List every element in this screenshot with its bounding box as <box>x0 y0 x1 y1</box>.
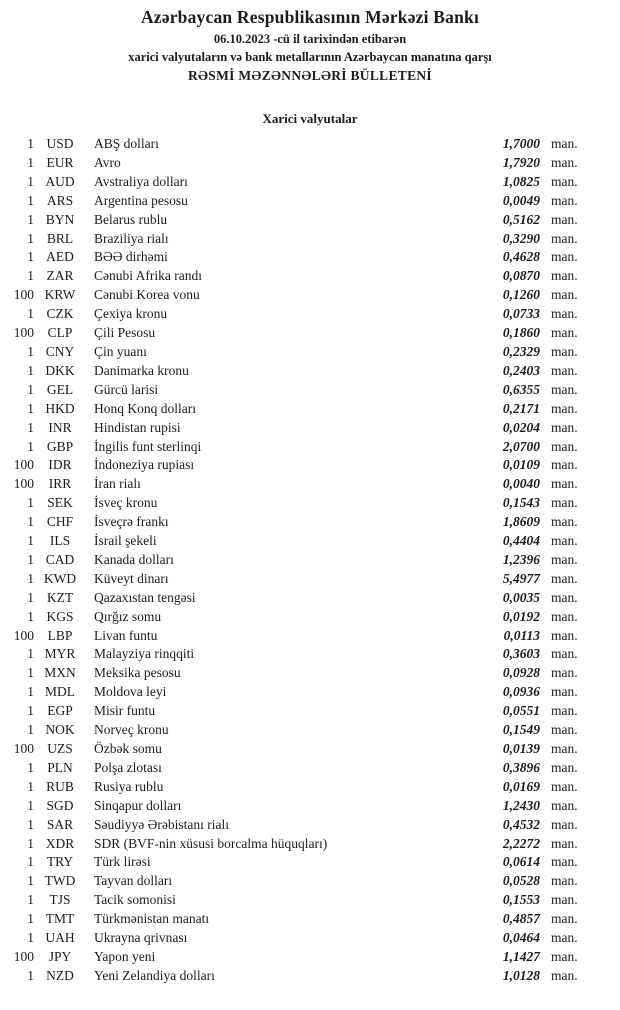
currency-code: LBP <box>47 627 73 643</box>
currency-name: Özbək somu <box>94 741 162 756</box>
currency-code: ILS <box>49 533 71 549</box>
currency-row <box>13 381 586 400</box>
currency-quantity: 1 <box>27 533 34 549</box>
currency-rate: 0,1860 <box>502 325 540 341</box>
currency-quantity: 100 <box>13 741 34 756</box>
currency-row <box>13 211 586 230</box>
currency-rate: 0,1260 <box>502 287 540 303</box>
currency-rate: 1,7920 <box>502 154 540 170</box>
currency-row <box>13 778 586 797</box>
currency-rate: 0,0614 <box>502 854 540 870</box>
currency-unit-label: man. <box>551 608 578 624</box>
currency-name: Çexiya kronu <box>94 306 168 322</box>
currency-rate: 0,0551 <box>502 703 540 719</box>
currency-row <box>13 173 586 192</box>
currency-code: GEL <box>46 381 74 397</box>
currency-name: Moldova leyi <box>94 684 167 700</box>
currency-quantity: 100 <box>13 476 34 492</box>
currency-code: KWD <box>43 570 77 586</box>
currency-rate: 0,6355 <box>502 381 540 397</box>
currency-rate: 0,2329 <box>502 343 540 359</box>
currency-name: Türk lirəsi <box>94 854 151 870</box>
currency-unit-label: man. <box>551 741 578 756</box>
currency-code: TJS <box>49 892 71 908</box>
currency-row <box>13 872 586 891</box>
currency-row <box>13 551 586 570</box>
currency-quantity: 1 <box>27 173 34 189</box>
currency-rate: 0,0040 <box>502 476 540 492</box>
currency-name: Çin yuanı <box>94 343 147 359</box>
currency-quantity: 1 <box>27 268 34 284</box>
currency-unit-label: man. <box>551 816 578 832</box>
currency-row <box>13 853 586 872</box>
currency-code: ZAR <box>46 268 74 284</box>
currency-rate: 0,4404 <box>502 533 540 549</box>
currency-quantity: 1 <box>27 589 34 605</box>
currency-code: SEK <box>47 495 73 511</box>
currency-row <box>13 362 586 381</box>
currency-quantity: 1 <box>27 911 34 927</box>
currency-rate: 0,2171 <box>502 400 540 416</box>
currency-code: CAD <box>45 551 75 567</box>
currency-unit-label: man. <box>551 892 578 908</box>
currency-code: PLN <box>47 759 73 775</box>
currency-name: Meksika pesosu <box>94 665 181 681</box>
currency-row <box>13 702 586 721</box>
currency-name: İsrail şekeli <box>94 533 157 549</box>
currency-unit-label: man. <box>551 514 578 530</box>
currency-rate: 0,0109 <box>502 457 540 473</box>
currency-row <box>13 683 586 702</box>
currency-name: İsveçrə frankı <box>94 514 169 530</box>
currency-unit-label: man. <box>551 551 578 567</box>
currency-code: IDR <box>48 457 72 473</box>
currency-unit-label: man. <box>551 722 578 738</box>
currency-code: TWD <box>44 873 76 889</box>
currency-rate: 0,0936 <box>502 684 540 700</box>
currency-unit-label: man. <box>551 570 578 586</box>
currency-name: Honq Konq dolları <box>94 400 196 416</box>
currency-quantity: 1 <box>27 873 34 889</box>
currency-quantity: 1 <box>27 230 34 246</box>
currency-quantity: 1 <box>27 835 34 851</box>
bulletin-subtitle: xarici valyutaların və bank metallarının Azərbaycan manatına qarşı <box>128 50 492 64</box>
currency-quantity: 1 <box>27 362 34 378</box>
currency-unit-label: man. <box>551 476 578 492</box>
currency-quantity: 1 <box>27 759 34 775</box>
currency-rate: 0,0169 <box>502 778 540 794</box>
currency-name: Malayziya rinqqiti <box>94 646 195 662</box>
currency-row <box>13 797 586 816</box>
currency-name: Livan funtu <box>94 627 158 643</box>
currency-quantity: 1 <box>27 608 34 624</box>
currency-rate: 1,1427 <box>502 948 540 964</box>
currency-unit-label: man. <box>551 646 578 662</box>
currency-code: CNY <box>45 343 75 359</box>
currency-code: BRL <box>46 230 74 246</box>
currency-name: BƏƏ dirhəmi <box>94 249 168 265</box>
currency-unit-label: man. <box>551 381 578 397</box>
currency-name: Polşa zlotası <box>94 759 162 775</box>
currency-code: KGS <box>46 608 74 624</box>
currency-name: Ukrayna qrivnası <box>94 930 188 946</box>
currency-row <box>13 608 586 627</box>
currency-name: Cənubi Korea vonu <box>94 287 200 303</box>
currency-unit-label: man. <box>551 306 578 322</box>
currency-code: JPY <box>48 948 72 964</box>
currency-rate: 0,3603 <box>502 646 540 662</box>
currency-row <box>13 135 586 154</box>
currency-quantity: 1 <box>27 930 34 946</box>
currency-name: Hindistan rupisi <box>94 419 181 435</box>
currency-code: DKK <box>45 362 75 378</box>
currency-rate: 1,7000 <box>502 136 540 151</box>
currency-row <box>13 910 586 929</box>
currency-rate: 0,0035 <box>502 589 540 605</box>
currency-row <box>13 835 586 854</box>
currency-unit-label: man. <box>551 249 578 265</box>
currency-quantity: 1 <box>27 646 34 662</box>
currency-name: Danimarka kronu <box>94 362 189 378</box>
currency-quantity: 1 <box>27 514 34 530</box>
currency-rate: 2,2272 <box>502 835 540 851</box>
currency-code: KRW <box>44 287 76 303</box>
currency-quantity: 1 <box>27 343 34 359</box>
currency-rate: 0,3896 <box>502 759 540 775</box>
currency-name: Çili Pesosu <box>94 325 156 341</box>
currency-rate: 0,2403 <box>502 362 540 378</box>
currency-rate: 1,0825 <box>502 173 540 189</box>
currency-unit-label: man. <box>551 703 578 719</box>
currency-row <box>13 286 586 305</box>
currency-unit-label: man. <box>551 873 578 889</box>
currency-rate: 0,3290 <box>502 230 540 246</box>
currency-unit-label: man. <box>551 438 578 454</box>
currency-rate: 0,0204 <box>502 419 540 435</box>
currency-row <box>13 324 586 343</box>
currency-code: BYN <box>45 211 75 227</box>
currency-code: UAH <box>45 930 75 946</box>
currency-row <box>13 759 586 778</box>
currency-quantity: 1 <box>27 778 34 794</box>
currency-quantity: 1 <box>27 419 34 435</box>
currency-unit-label: man. <box>551 835 578 851</box>
currency-quantity: 1 <box>27 400 34 416</box>
currency-code: MXN <box>44 665 76 681</box>
currency-code: AED <box>46 249 74 265</box>
currency-rate: 1,2396 <box>502 551 540 567</box>
currency-rate: 0,0870 <box>502 268 540 284</box>
bulletin-header <box>0 0 620 84</box>
currency-code: EGP <box>47 703 73 719</box>
currency-unit-label: man. <box>551 325 578 341</box>
currency-code: HKD <box>45 400 75 416</box>
currency-rate: 1,2430 <box>502 797 540 813</box>
currency-code: RUB <box>46 778 74 794</box>
currency-code: XDR <box>45 835 75 851</box>
currency-code: KZT <box>46 589 74 605</box>
currency-row <box>13 419 586 438</box>
currency-code: NZD <box>46 967 74 983</box>
currency-unit-label: man. <box>551 211 578 227</box>
currency-rate: 0,4628 <box>502 249 540 265</box>
currency-unit-label: man. <box>551 533 578 549</box>
currency-quantity: 100 <box>13 457 34 473</box>
currency-row <box>13 305 586 324</box>
currency-unit-label: man. <box>551 854 578 870</box>
currency-row <box>13 267 586 286</box>
currency-row <box>13 891 586 910</box>
currency-unit-label: man. <box>551 457 578 473</box>
currency-name: Braziliya rialı <box>94 230 169 246</box>
currency-row <box>13 929 586 948</box>
section-title-foreign-currencies: Xarici valyutalar <box>262 111 358 126</box>
currency-row <box>13 343 586 362</box>
currency-unit-label: man. <box>551 911 578 927</box>
currency-row <box>13 740 586 759</box>
currency-row <box>13 570 586 589</box>
currency-quantity: 100 <box>13 287 34 303</box>
currency-unit-label: man. <box>551 627 578 643</box>
currency-row <box>13 248 586 267</box>
currency-row <box>13 532 586 551</box>
currency-code: USD <box>46 136 74 151</box>
currency-quantity: 1 <box>27 211 34 227</box>
currency-unit-label: man. <box>551 778 578 794</box>
currency-code: CZK <box>46 306 74 322</box>
currency-name: Norveç kronu <box>94 722 169 738</box>
currency-quantity: 1 <box>27 154 34 170</box>
currency-unit-label: man. <box>551 154 578 170</box>
currency-quantity: 1 <box>27 703 34 719</box>
currency-name: Yapon yeni <box>94 948 156 964</box>
currency-code: GBP <box>46 438 74 454</box>
currency-name: Yeni Zelandiya dolları <box>94 967 215 983</box>
bulletin-title: RƏSMİ MƏZƏNNƏLƏRİ BÜLLETENİ <box>187 68 432 83</box>
currency-row <box>13 721 586 740</box>
currency-rate: 5,4977 <box>502 570 540 586</box>
currency-quantity: 1 <box>27 136 34 151</box>
currency-name: Rusiya rublu <box>94 778 164 794</box>
currency-unit-label: man. <box>551 192 578 208</box>
currency-row <box>13 192 586 211</box>
currency-name: Tacik somonisi <box>94 892 176 908</box>
bank-name-title: Azərbaycan Respublikasının Mərkəzi Bankı <box>140 7 480 27</box>
currency-rate: 1,0128 <box>502 967 540 983</box>
currency-quantity: 1 <box>27 249 34 265</box>
currency-name: Küveyt dinarı <box>94 570 169 586</box>
currency-unit-label: man. <box>551 362 578 378</box>
currency-rate: 0,1553 <box>502 892 540 908</box>
currency-name: Belarus rublu <box>94 211 168 227</box>
currency-rate: 0,4532 <box>502 816 540 832</box>
currency-quantity: 1 <box>27 797 34 813</box>
currency-quantity: 100 <box>13 627 34 643</box>
currency-row <box>13 230 586 249</box>
currency-name: Türkmənistan manatı <box>94 911 210 927</box>
currency-code: TRY <box>46 854 74 870</box>
currency-quantity: 1 <box>27 306 34 322</box>
currency-name: Qazaxıstan tengəsi <box>94 589 196 605</box>
currency-quantity: 1 <box>27 892 34 908</box>
currency-name: Avro <box>94 154 121 170</box>
currency-quantity: 1 <box>27 665 34 681</box>
currency-row <box>13 589 586 608</box>
currency-unit-label: man. <box>551 759 578 775</box>
currency-name: İngilis funt sterlinqi <box>94 438 202 454</box>
effective-date-line: 06.10.2023 -cü il tarixindən etibarən <box>213 32 407 46</box>
currency-unit-label: man. <box>551 665 578 681</box>
currency-rate: 0,1549 <box>502 722 540 738</box>
currency-name: SDR (BVF-nin xüsusi borcalma hüquqları) <box>94 835 328 851</box>
currency-unit-label: man. <box>551 948 578 964</box>
currency-quantity: 1 <box>27 570 34 586</box>
currency-name: İsveç kronu <box>94 495 158 511</box>
currency-quantity: 100 <box>13 325 34 341</box>
currency-unit-label: man. <box>551 797 578 813</box>
currency-row <box>13 948 586 967</box>
currency-unit-label: man. <box>551 268 578 284</box>
currency-row <box>13 400 586 419</box>
currency-code: SGD <box>46 797 74 813</box>
currency-unit-label: man. <box>551 136 578 151</box>
currency-quantity: 1 <box>27 967 34 983</box>
currency-quantity: 1 <box>27 495 34 511</box>
currency-quantity: 1 <box>27 816 34 832</box>
currency-row <box>13 494 586 513</box>
currency-unit-label: man. <box>551 967 578 983</box>
currency-unit-label: man. <box>551 930 578 946</box>
currency-code: ARS <box>46 192 74 208</box>
currency-row <box>13 456 586 475</box>
currency-name: Gürcü larisi <box>94 381 159 397</box>
currency-rate: 0,4857 <box>502 911 540 927</box>
currency-name: Avstraliya dolları <box>94 173 188 189</box>
currency-unit-label: man. <box>551 684 578 700</box>
currency-row <box>13 816 586 835</box>
currency-name: Qırğız somu <box>94 608 162 624</box>
currency-name: ABŞ dolları <box>94 136 159 151</box>
currency-row <box>13 513 586 532</box>
currency-code: CLP <box>47 325 73 341</box>
currency-row <box>13 154 586 173</box>
currency-code: EUR <box>46 154 74 170</box>
currency-quantity: 1 <box>27 722 34 738</box>
currency-name: Misir funtu <box>94 703 156 719</box>
currency-rate: 0,0464 <box>502 930 540 946</box>
currency-rate: 0,5162 <box>502 211 540 227</box>
currency-quantity: 1 <box>27 684 34 700</box>
currency-rate: 0,0139 <box>502 741 540 756</box>
currency-quantity: 1 <box>27 381 34 397</box>
currency-rate: 0,0528 <box>502 873 540 889</box>
currency-name: Tayvan dolları <box>94 873 173 889</box>
currency-code: TMT <box>45 911 75 927</box>
currency-unit-label: man. <box>551 287 578 303</box>
currency-unit-label: man. <box>551 400 578 416</box>
currency-row <box>13 967 586 986</box>
currency-name: Kanada dolları <box>94 551 174 567</box>
currency-code: CHF <box>46 514 74 530</box>
currency-unit-label: man. <box>551 495 578 511</box>
currency-rate: 0,0049 <box>502 192 540 208</box>
currency-unit-label: man. <box>551 230 578 246</box>
currency-code: MDL <box>45 684 75 700</box>
currency-code: MYR <box>44 646 76 662</box>
currency-name: Səudiyyə Ərəbistanı rialı <box>94 816 229 832</box>
currency-name: İran rialı <box>94 476 141 492</box>
rates-table <box>13 135 586 986</box>
currency-quantity: 1 <box>27 192 34 208</box>
currency-name: Cənubi Afrika randı <box>94 268 202 284</box>
currency-rate: 0,0113 <box>503 627 540 643</box>
currency-row <box>13 664 586 683</box>
currency-code: INR <box>48 419 72 435</box>
currency-name: Argentina pesosu <box>94 192 188 208</box>
currency-rate: 1,8609 <box>502 514 540 530</box>
currency-row <box>13 475 586 494</box>
currency-rate: 2,0700 <box>502 438 540 454</box>
currency-row <box>13 645 586 664</box>
currency-quantity: 1 <box>27 854 34 870</box>
currency-rate: 0,0928 <box>502 665 540 681</box>
currency-row <box>13 627 586 646</box>
currency-unit-label: man. <box>551 589 578 605</box>
currency-quantity: 1 <box>27 551 34 567</box>
currency-unit-label: man. <box>551 173 578 189</box>
currency-rate: 0,0733 <box>502 306 540 322</box>
currency-code: AUD <box>45 173 75 189</box>
currency-unit-label: man. <box>551 343 578 359</box>
currency-name: Sinqapur dolları <box>94 797 182 813</box>
currency-code: NOK <box>45 722 75 738</box>
currency-code: UZS <box>47 741 73 756</box>
currency-quantity: 1 <box>27 438 34 454</box>
currency-row <box>13 438 586 457</box>
currency-quantity: 100 <box>13 948 34 964</box>
currency-rate: 0,0192 <box>502 608 540 624</box>
currency-code: SAR <box>46 816 74 832</box>
currency-unit-label: man. <box>551 419 578 435</box>
currency-rate: 0,1543 <box>502 495 540 511</box>
currency-name: İndoneziya rupiası <box>94 457 195 473</box>
currency-code: IRR <box>48 476 72 492</box>
